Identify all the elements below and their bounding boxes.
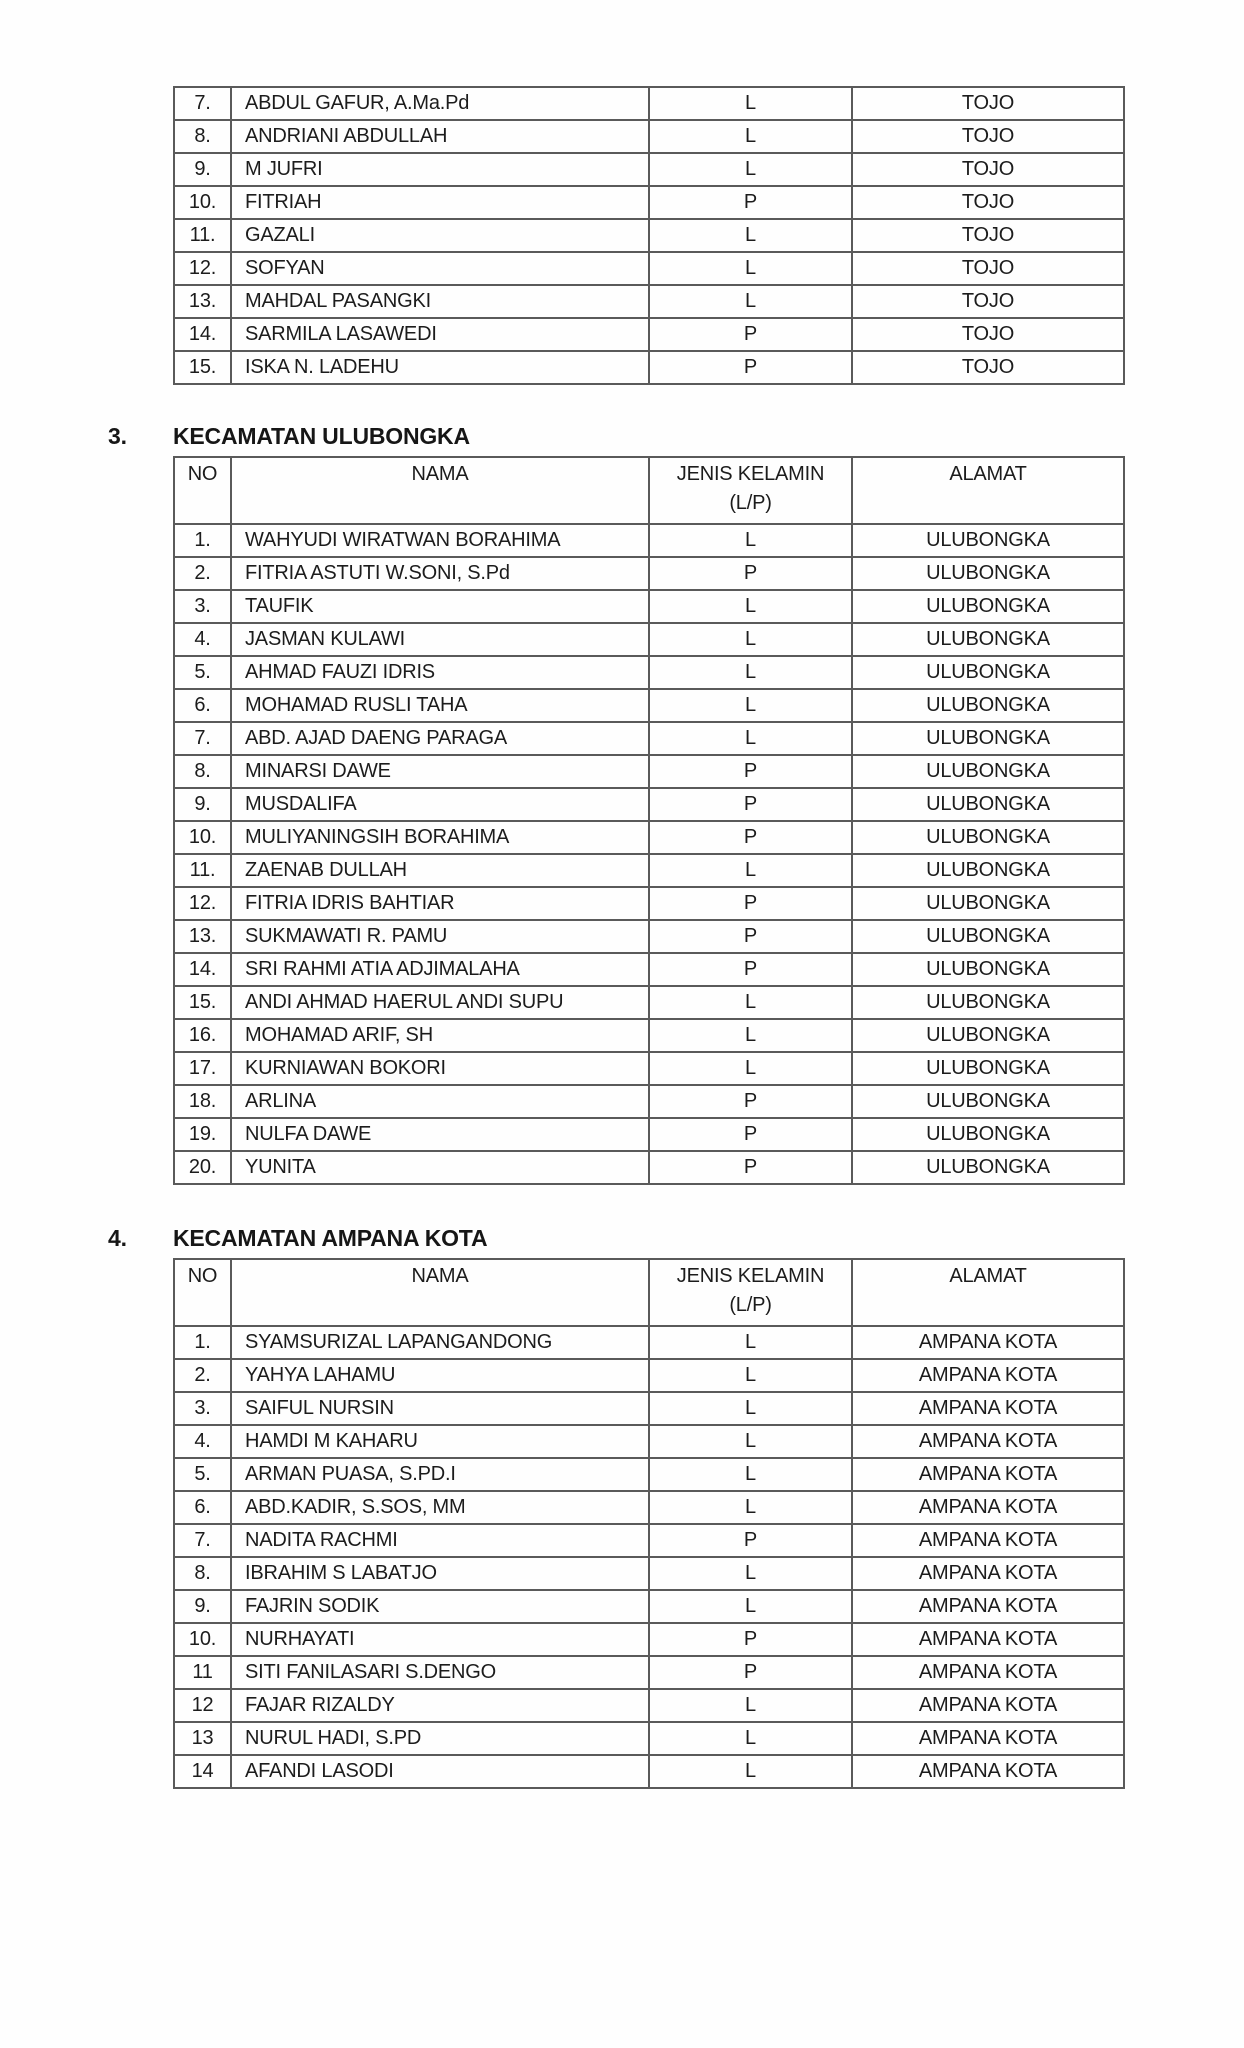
address-value: AMPANA KOTA (852, 1656, 1124, 1689)
address-value: ULUBONGKA (852, 689, 1124, 722)
gender-value: P (649, 1524, 852, 1557)
gender-value: P (649, 1151, 852, 1184)
row-number: 8. (174, 1557, 231, 1590)
ulubongka-table-header (174, 457, 1124, 524)
table-row (174, 1623, 1124, 1656)
table-row (174, 285, 1124, 318)
gender-value: L (649, 1359, 852, 1392)
row-number: 7. (174, 1524, 231, 1557)
table-row (174, 524, 1124, 557)
row-number: 10. (174, 821, 231, 854)
gender-value: L (649, 524, 852, 557)
row-number: 15. (174, 986, 231, 1019)
address-value: TOJO (852, 87, 1124, 120)
address-value: ULUBONGKA (852, 953, 1124, 986)
gender-value: L (649, 1392, 852, 1425)
gender-value: L (649, 1326, 852, 1359)
row-number: 8. (174, 120, 231, 153)
table-row (174, 656, 1124, 689)
section-3-title: KECAMATAN ULUBONGKA (173, 423, 470, 449)
person-name: NADITA RACHMI (231, 1524, 649, 1557)
header-nama: NAMA (231, 457, 649, 524)
tojo-continuation-table (173, 86, 1125, 385)
table-row (174, 1656, 1124, 1689)
person-name: SARMILA LASAWEDI (231, 318, 649, 351)
address-value: ULUBONGKA (852, 623, 1124, 656)
table-row (174, 755, 1124, 788)
person-name: SRI RAHMI ATIA ADJIMALAHA (231, 953, 649, 986)
person-name: FITRIA ASTUTI W.SONI, S.Pd (231, 557, 649, 590)
row-number: 4. (174, 1425, 231, 1458)
gender-value: L (649, 986, 852, 1019)
address-value: ULUBONGKA (852, 722, 1124, 755)
row-number: 20. (174, 1151, 231, 1184)
row-number: 12. (174, 887, 231, 920)
person-name: ZAENAB DULLAH (231, 854, 649, 887)
address-value: AMPANA KOTA (852, 1425, 1124, 1458)
person-name: SITI FANILASARI S.DENGO (231, 1656, 649, 1689)
person-name: GAZALI (231, 219, 649, 252)
header-jenis-kelamin-line2: (L/P) (729, 1294, 772, 1316)
header-jenis-kelamin-line1: JENIS KELAMIN (676, 463, 825, 485)
address-value: ULUBONGKA (852, 1151, 1124, 1184)
table-row (174, 1085, 1124, 1118)
person-name: NULFA DAWE (231, 1118, 649, 1151)
table-row (174, 1118, 1124, 1151)
row-number: 1. (174, 1326, 231, 1359)
ampana-kota-table (173, 1258, 1125, 1789)
section-4-number: 4. (108, 1225, 127, 1251)
row-number: 8. (174, 755, 231, 788)
row-number: 6. (174, 689, 231, 722)
row-number: 11. (174, 219, 231, 252)
address-value: TOJO (852, 351, 1124, 384)
address-value: AMPANA KOTA (852, 1524, 1124, 1557)
gender-value: P (649, 953, 852, 986)
person-name: ARLINA (231, 1085, 649, 1118)
table-row (174, 920, 1124, 953)
row-number: 13. (174, 920, 231, 953)
gender-value: P (649, 887, 852, 920)
person-name: ANDI AHMAD HAERUL ANDI SUPU (231, 986, 649, 1019)
person-name: NURHAYATI (231, 1623, 649, 1656)
table-row (174, 1392, 1124, 1425)
row-number: 3. (174, 590, 231, 623)
row-number: 1. (174, 524, 231, 557)
gender-value: P (649, 755, 852, 788)
row-number: 4. (174, 623, 231, 656)
table-row (174, 689, 1124, 722)
gender-value: L (649, 1458, 852, 1491)
section-3-heading (108, 423, 470, 449)
row-number: 14. (174, 953, 231, 986)
gender-value: L (649, 590, 852, 623)
person-name: MOHAMAD RUSLI TAHA (231, 689, 649, 722)
address-value: ULUBONGKA (852, 1085, 1124, 1118)
address-value: TOJO (852, 285, 1124, 318)
table-row (174, 318, 1124, 351)
person-name: MOHAMAD ARIF, SH (231, 1019, 649, 1052)
person-name: YUNITA (231, 1151, 649, 1184)
table-row (174, 623, 1124, 656)
gender-value: L (649, 1052, 852, 1085)
row-number: 11. (174, 854, 231, 887)
ampana-table-header (174, 1259, 1124, 1326)
table-row (174, 590, 1124, 623)
address-value: ULUBONGKA (852, 920, 1124, 953)
table-row (174, 1524, 1124, 1557)
gender-value: L (649, 252, 852, 285)
ampana-table-body (174, 1326, 1124, 1788)
ulubongka-table-body (174, 524, 1124, 1184)
gender-value: L (649, 1491, 852, 1524)
person-name: MINARSI DAWE (231, 755, 649, 788)
table-row (174, 252, 1124, 285)
address-value: TOJO (852, 120, 1124, 153)
address-value: AMPANA KOTA (852, 1392, 1124, 1425)
gender-value: P (649, 1085, 852, 1118)
person-name: FITRIAH (231, 186, 649, 219)
table-row (174, 1557, 1124, 1590)
table-row (174, 1689, 1124, 1722)
address-value: AMPANA KOTA (852, 1359, 1124, 1392)
gender-value: L (649, 722, 852, 755)
table-row (174, 1755, 1124, 1788)
table-row (174, 186, 1124, 219)
ulubongka-table (173, 456, 1125, 1185)
address-value: AMPANA KOTA (852, 1557, 1124, 1590)
person-name: SOFYAN (231, 252, 649, 285)
person-name: SYAMSURIZAL LAPANGANDONG (231, 1326, 649, 1359)
gender-value: P (649, 1656, 852, 1689)
person-name: ABD.KADIR, S.SOS, MM (231, 1491, 649, 1524)
person-name: TAUFIK (231, 590, 649, 623)
address-value: TOJO (852, 186, 1124, 219)
row-number: 13. (174, 285, 231, 318)
row-number: 14 (174, 1755, 231, 1788)
person-name: AFANDI LASODI (231, 1755, 649, 1788)
gender-value: L (649, 1557, 852, 1590)
gender-value: P (649, 318, 852, 351)
address-value: ULUBONGKA (852, 887, 1124, 920)
address-value: ULUBONGKA (852, 557, 1124, 590)
address-value: AMPANA KOTA (852, 1491, 1124, 1524)
row-number: 12. (174, 252, 231, 285)
row-number: 10. (174, 186, 231, 219)
address-value: ULUBONGKA (852, 854, 1124, 887)
row-number: 12 (174, 1689, 231, 1722)
row-number: 5. (174, 1458, 231, 1491)
row-number: 17. (174, 1052, 231, 1085)
gender-value: L (649, 120, 852, 153)
table-row (174, 1425, 1124, 1458)
row-number: 3. (174, 1392, 231, 1425)
gender-value: P (649, 920, 852, 953)
address-value: AMPANA KOTA (852, 1590, 1124, 1623)
table-row (174, 557, 1124, 590)
row-number: 2. (174, 557, 231, 590)
gender-value: L (649, 1590, 852, 1623)
person-name: FAJRIN SODIK (231, 1590, 649, 1623)
person-name: MULIYANINGSIH BORAHIMA (231, 821, 649, 854)
tojo-table-body (174, 87, 1124, 384)
person-name: ABD. AJAD DAENG PARAGA (231, 722, 649, 755)
header-nama: NAMA (231, 1259, 649, 1326)
address-value: TOJO (852, 252, 1124, 285)
header-no: NO (174, 457, 231, 524)
gender-value: L (649, 1019, 852, 1052)
header-row (174, 457, 1124, 524)
row-number: 6. (174, 1491, 231, 1524)
table-row (174, 788, 1124, 821)
table-row (174, 153, 1124, 186)
gender-value: L (649, 87, 852, 120)
row-number: 7. (174, 87, 231, 120)
person-name: FITRIA IDRIS BAHTIAR (231, 887, 649, 920)
person-name: YAHYA LAHAMU (231, 1359, 649, 1392)
address-value: AMPANA KOTA (852, 1722, 1124, 1755)
address-value: ULUBONGKA (852, 821, 1124, 854)
header-alamat: ALAMAT (852, 1259, 1124, 1326)
header-no: NO (174, 1259, 231, 1326)
table-row (174, 219, 1124, 252)
row-number: 15. (174, 351, 231, 384)
section-4-title: KECAMATAN AMPANA KOTA (173, 1225, 488, 1251)
row-number: 9. (174, 153, 231, 186)
table-row (174, 821, 1124, 854)
header-alamat: ALAMAT (852, 457, 1124, 524)
table-row (174, 1019, 1124, 1052)
table-row (174, 953, 1124, 986)
person-name: WAHYUDI WIRATWAN BORAHIMA (231, 524, 649, 557)
gender-value: P (649, 1623, 852, 1656)
person-name: MAHDAL PASANGKI (231, 285, 649, 318)
table-row (174, 1722, 1124, 1755)
table-row (174, 87, 1124, 120)
person-name: M JUFRI (231, 153, 649, 186)
person-name: IBRAHIM S LABATJO (231, 1557, 649, 1590)
header-jenis-kelamin-line2: (L/P) (729, 492, 772, 514)
row-number: 13 (174, 1722, 231, 1755)
address-value: ULUBONGKA (852, 788, 1124, 821)
table-row (174, 1151, 1124, 1184)
row-number: 14. (174, 318, 231, 351)
address-value: ULUBONGKA (852, 986, 1124, 1019)
header-row (174, 1259, 1124, 1326)
person-name: KURNIAWAN BOKORI (231, 1052, 649, 1085)
address-value: AMPANA KOTA (852, 1689, 1124, 1722)
person-name: ABDUL GAFUR, A.Ma.Pd (231, 87, 649, 120)
gender-value: L (649, 285, 852, 318)
person-name: ARMAN PUASA, S.PD.I (231, 1458, 649, 1491)
address-value: ULUBONGKA (852, 1019, 1124, 1052)
person-name: FAJAR RIZALDY (231, 1689, 649, 1722)
address-value: AMPANA KOTA (852, 1755, 1124, 1788)
gender-value: P (649, 821, 852, 854)
table-row (174, 854, 1124, 887)
gender-value: L (649, 1722, 852, 1755)
address-value: ULUBONGKA (852, 524, 1124, 557)
gender-value: L (649, 1755, 852, 1788)
row-number: 7. (174, 722, 231, 755)
section-3-number: 3. (108, 423, 127, 449)
row-number: 19. (174, 1118, 231, 1151)
gender-value: P (649, 1118, 852, 1151)
person-name: NURUL HADI, S.PD (231, 1722, 649, 1755)
gender-value: P (649, 351, 852, 384)
gender-value: L (649, 1425, 852, 1458)
address-value: ULUBONGKA (852, 755, 1124, 788)
table-row (174, 120, 1124, 153)
address-value: ULUBONGKA (852, 656, 1124, 689)
address-value: ULUBONGKA (852, 1052, 1124, 1085)
address-value: ULUBONGKA (852, 590, 1124, 623)
gender-value: L (649, 689, 852, 722)
row-number: 9. (174, 1590, 231, 1623)
header-jenis-kelamin-line1: JENIS KELAMIN (676, 1265, 825, 1287)
row-number: 11 (174, 1656, 231, 1689)
person-name: SUKMAWATI R. PAMU (231, 920, 649, 953)
gender-value: L (649, 854, 852, 887)
address-value: TOJO (852, 153, 1124, 186)
table-row (174, 986, 1124, 1019)
table-row (174, 887, 1124, 920)
gender-value: L (649, 1689, 852, 1722)
address-value: ULUBONGKA (852, 1118, 1124, 1151)
person-name: HAMDI M KAHARU (231, 1425, 649, 1458)
table-row (174, 722, 1124, 755)
address-value: AMPANA KOTA (852, 1326, 1124, 1359)
gender-value: P (649, 788, 852, 821)
gender-value: L (649, 656, 852, 689)
person-name: AHMAD FAUZI IDRIS (231, 656, 649, 689)
address-value: TOJO (852, 318, 1124, 351)
table-row (174, 1359, 1124, 1392)
row-number: 9. (174, 788, 231, 821)
table-row (174, 1052, 1124, 1085)
table-row (174, 1491, 1124, 1524)
header-jenis-kelamin (649, 1259, 852, 1326)
row-number: 5. (174, 656, 231, 689)
row-number: 18. (174, 1085, 231, 1118)
row-number: 2. (174, 1359, 231, 1392)
address-value: AMPANA KOTA (852, 1623, 1124, 1656)
gender-value: L (649, 153, 852, 186)
header-jenis-kelamin (649, 457, 852, 524)
gender-value: P (649, 557, 852, 590)
row-number: 16. (174, 1019, 231, 1052)
section-4-heading (108, 1225, 487, 1251)
table-row (174, 1590, 1124, 1623)
gender-value: L (649, 219, 852, 252)
row-number: 10. (174, 1623, 231, 1656)
table-row (174, 1458, 1124, 1491)
address-value: TOJO (852, 219, 1124, 252)
person-name: MUSDALIFA (231, 788, 649, 821)
person-name: JASMAN KULAWI (231, 623, 649, 656)
gender-value: L (649, 623, 852, 656)
person-name: SAIFUL NURSIN (231, 1392, 649, 1425)
table-row (174, 1326, 1124, 1359)
gender-value: P (649, 186, 852, 219)
person-name: ISKA N. LADEHU (231, 351, 649, 384)
address-value: AMPANA KOTA (852, 1458, 1124, 1491)
person-name: ANDRIANI ABDULLAH (231, 120, 649, 153)
table-row (174, 351, 1124, 384)
